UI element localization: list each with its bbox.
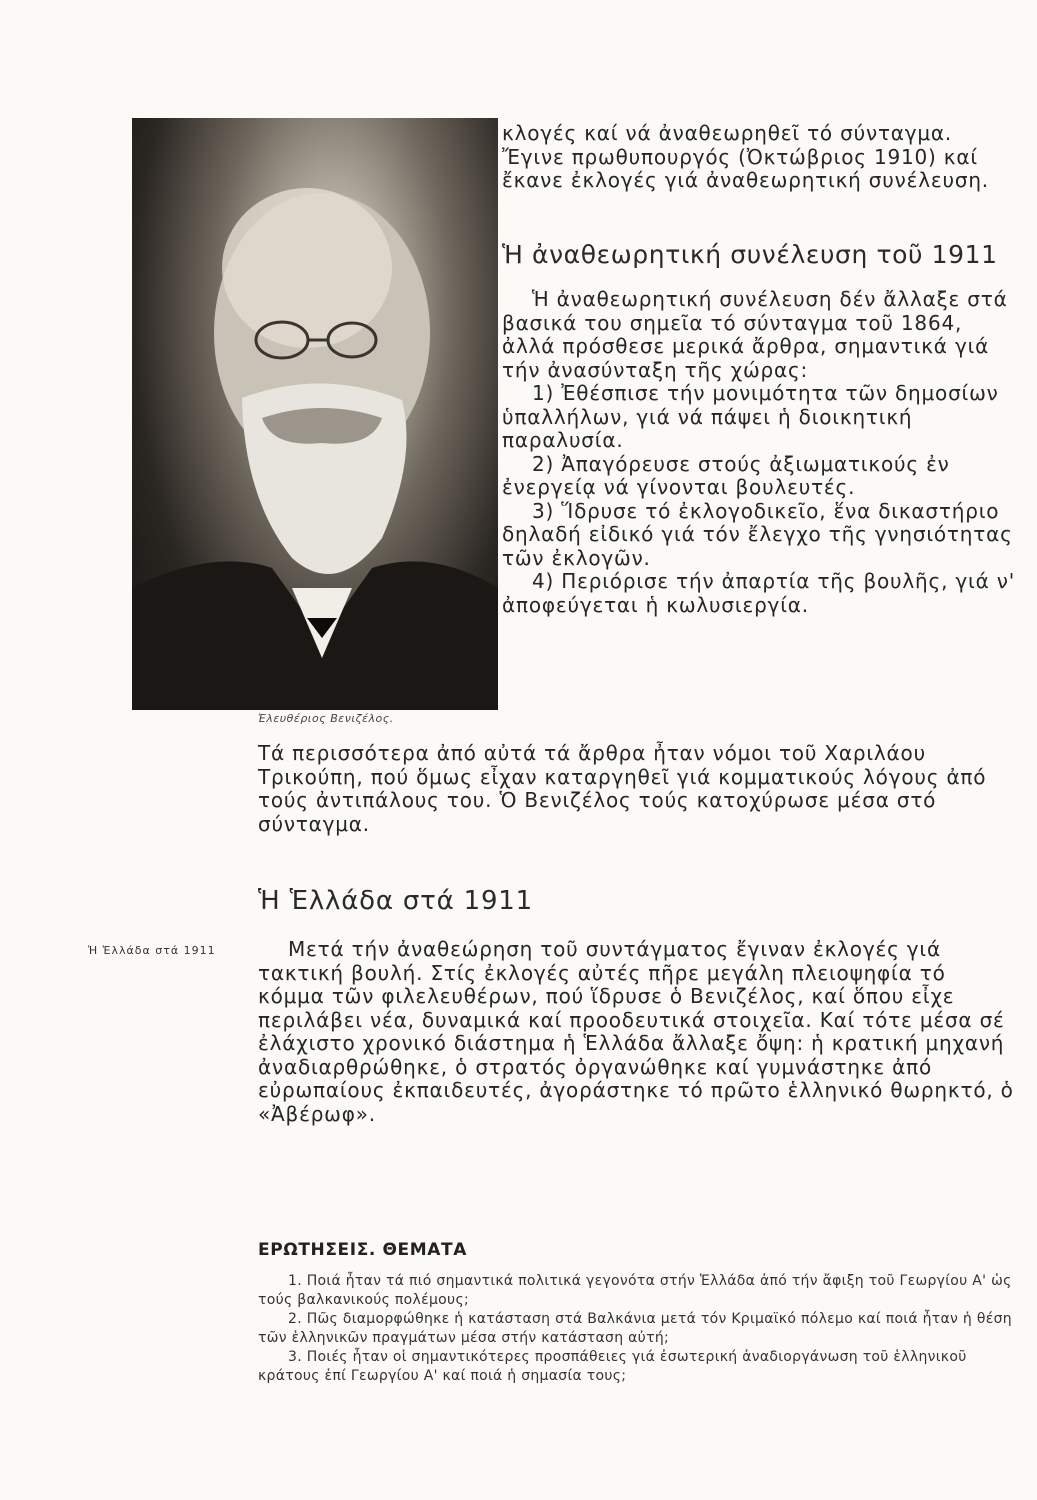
assembly-closing: Τά περισσότερα ἀπό αὐτά τά ἄρθρα ἦταν νόμοι τοῦ Χαριλάου Τρικούπη, πού ὅμως εἶχαν καταργηθεῖ γιά κομματικούς λόγους ἀπό τούς ἀντιπάλους του. Ὁ Βενιζέλος τούς κατοχύρωσε μέσα στό σύνταγμα. — [258, 741, 987, 836]
margin-note: Ἡ Ἑλλάδα στά 1911 — [88, 944, 216, 957]
question-item: 1. Ποιά ἦταν τά πιό σημαντικά πολιτικά γεγονότα στήν Ἑλλάδα ἀπό τήν ἄφιξη τοῦ Γεωργίου Α' ὡς τούς βαλκανικούς πολέμους; — [258, 1273, 1012, 1308]
assembly-text — [502, 288, 1017, 617]
section-heading-assembly: Ἡ ἀναθεωρητική συνέλευση τοῦ 1911 — [502, 240, 998, 269]
list-item: 3) Ἵδρυσε τό ἐκλογοδικεῖο, ἕνα δικαστήριο δηλαδή εἰδικό γιά τόν ἔλεγχο τῆς γνησιότητας τῶν ἐκλογῶν. — [502, 498, 1013, 570]
continuation-paragraph: κλογές καί νά ἀναθεωρηθεῖ τό σύνταγμα. Ἔγινε πρωθυπουργός (Ὀκτώβριος 1910) καί ἔκανε ἐκλογές γιά ἀναθεωρητική συνέλευση. — [502, 121, 989, 192]
portrait-photo — [132, 118, 498, 710]
section-heading-greece: Ἡ Ἑλλάδα στά 1911 — [258, 886, 533, 916]
question-item: 2. Πῶς διαμορφώθηκε ἡ κατάσταση στά Βαλκάνια μετά τόν Κριμαϊκό πόλεμο καί ποιά ἦταν ἡ θέση τῶν ἑλληνικῶν πραγμάτων μέσα στήν κατάσταση αὐτή; — [258, 1311, 1012, 1346]
questions-title: ΕΡΩΤΗΣΕΙΣ. ΘΕΜΑΤΑ — [258, 1240, 467, 1260]
greece-text: Μετά τήν ἀναθεώρηση τοῦ συντάγματος ἔγιναν ἐκλογές γιά τακτική βουλή. Στίς ἐκλογές αὐτές πῆρε μεγάλη πλειοψηφία τό κόμμα τῶν φιλελευθέρων, πού ἵδρυσε ὁ Βενιζέλος, καί ὅπου εἶχε περιλάβει νέα, δυναμικά καί προοδευτικά στοιχεῖα. Καί τότε μέσα σέ ἐλάχιστο χρονικό διάστημα ἡ Ἑλλάδα ἄλλαξε ὄψη: ἡ κρατική μηχανή ἀναδιαρθρώθηκε, ὁ στρατός ὀργανώθηκε καί γυμνάστηκε ἀπό εὐρωπαίους ἐκπαιδευτές, ἀγοράστηκε τό πρῶτο ἑλληνικό θωρηκτό, ὁ «Ἀβέρωφ». — [258, 937, 1014, 1126]
list-item: 1) Ἐθέσπισε τήν μονιμότητα τῶν δημοσίων ὑπαλλήλων, γιά νά πάψει ἡ διοικητική παραλυσία. — [502, 381, 999, 452]
questions-list — [258, 1272, 1020, 1386]
list-item: 4) Περιόρισε τήν ἀπαρτία τῆς βουλῆς, γιά ν' ἀποφεύγεται ἡ κωλυσιεργία. — [502, 569, 1016, 617]
portrait-caption: Ἐλευθέριος Βενιζέλος. — [258, 712, 394, 725]
list-item: 2) Ἀπαγόρευσε στούς ἀξιωματικούς ἐν ἐνεργείᾳ νά γίνονται βουλευτές. — [502, 451, 950, 499]
assembly-intro: Ἡ ἀναθεωρητική συνέλευση δέν ἄλλαξε στά βασικά του σημεῖα τό σύνταγμα τοῦ 1864, ἀλλά πρόσθεσε μερικά ἄρθρα, σημαντικά γιά τήν ἀνασύνταξη τῆς χώρας: — [502, 287, 1008, 382]
question-item: 3. Ποιές ἦταν οἱ σημαντικότερες προσπάθειες γιά ἐσωτερική ἀναδιοργάνωση τοῦ ἑλληνικοῦ κράτους ἐπί Γεωργίου Α' καί ποιά ἡ σημασία τους; — [258, 1349, 967, 1384]
